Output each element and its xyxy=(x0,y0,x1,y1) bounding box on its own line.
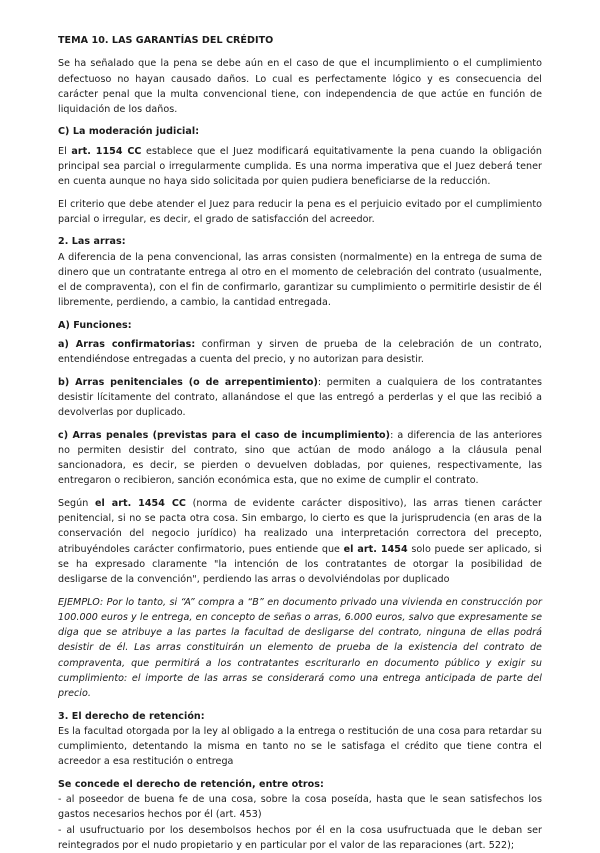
funciones-heading: A) Funciones: xyxy=(58,319,132,331)
concede-heading: Se concede el derecho de retención, entre otros: xyxy=(58,778,324,790)
article-reference: el art. 1454 CC xyxy=(94,497,186,509)
funcion-a-label: a) Arras confirmatorias: xyxy=(58,339,196,351)
article-reference: el art. 1454 xyxy=(343,543,408,555)
article-reference: art. 1154 CC xyxy=(71,145,142,157)
section-c-heading: C) La moderación judicial: xyxy=(58,126,200,138)
segun-paragraph xyxy=(58,496,542,588)
funcion-c-label: c) Arras penales (previstas para el caso de incumplimiento) xyxy=(58,429,391,441)
list-item: - al poseedor de buena fe de una cosa, sobre la cosa poseída, hasta que le sean satisfechos los gastos necesarios hechos por él (art. 453) xyxy=(58,794,542,821)
text-fragment: (norma de evidente carácter dispositivo), las arras tienen carácter penitencial, si no se pacta otra cosa. Sin embargo, lo cierto es que la jurisprudencia (en aras de la conservación del negocio jurídico) ha realizado una interpretación correctora del precepto, atribuyéndoles carácter confirmatorio, pues entiende que xyxy=(58,497,542,555)
section-c-paragraph-1 xyxy=(58,144,542,190)
text-fragment: : a diferencia de las anteriores no permiten desistir del contrato, sino que actúan de modo análogo a la cláusula penal sancionadora, es decir, se pierden o devuelven dobladas, por quienes, respectivamente, las entregaron o recibieron, sanción económica esta, que no exime de cumplir el contrato. xyxy=(58,429,543,487)
intro-paragraph: Se ha señalado que la pena se debe aún en el caso de que el incumplimiento o el cumplimiento defectuoso no hayan causado daños. Lo cual es perfectamente lógico y es consecuencia del carácter penal que la multa convencional tiene, con independencia de que actúe en función de liquidación de los daños. xyxy=(58,58,542,116)
document-title: TEMA 10. LAS GARANTÍAS DEL CRÉDITO xyxy=(58,35,274,46)
section-2-heading: 2. Las arras: xyxy=(58,236,126,248)
section-3-paragraph: Es la facultad otorgada por la ley al obligado a la entrega o restitución de una cosa para retardar su cumplimiento, detentando la misma en tanto no se le satisfaga el crédito que tiene contra el acreedor a esa restitución o entrega xyxy=(58,725,542,768)
section-2-paragraph: A diferencia de la pena convencional, las arras consisten (normalmente) en la entrega de suma de dinero que un contratante entrega al otro en el momento de celebración del contrato (usualmente, el de compraventa), con el fin de confirmarlo, garantizar su cumplimiento o permitirle desistir de él libremente, perdiendo, a cambio, la cantidad entregada. xyxy=(58,251,542,309)
text-fragment: establece que el Juez modificará equitativamente la pena cuando la obligación principal sea parcial o irregularmente cumplida. Es una norma imperativa que el Juez deberá tener en cuenta aunque no haya sido solicitada por quien pudiera beneficiarse de la reducción. xyxy=(58,145,543,188)
list-item: - al usufructuario por los desembolsos hechos por él en la cosa usufructuada que le deban ser reintegrados por el nudo propietario y en particular por el valor de las reparaciones (art. 522); xyxy=(58,824,542,851)
text-fragment: solo puede ser aplicado, si se ha expresado claramente "la intención de los contratantes de otorgar la posibilidad de desligarse de la convención", perdiendo las arras o devolviéndolas por duplicado xyxy=(58,543,542,586)
text-fragment: El xyxy=(58,145,72,157)
funcion-a-paragraph xyxy=(58,337,542,368)
funcion-b-paragraph xyxy=(58,375,542,421)
funcion-b-label: b) Arras penitenciales (o de arrepentimiento) xyxy=(58,376,318,388)
text-fragment: Según xyxy=(58,497,95,509)
section-3-heading: 3. El derecho de retención: xyxy=(58,710,205,722)
text-fragment: : permiten a cualquiera de los contratantes desistir lícitamente del contrato, allanándose el que las entregó a perderlas y el que las recibió a devolverlas por duplicado. xyxy=(58,376,542,419)
ejemplo-paragraph: EJEMPLO: Por lo tanto, si “A” compra a “B” en documento privado una vivienda en construcción por 100.000 euros y le entrega, en concepto de señas o arras, 6.000 euros, salvo que expresamente se diga que se atribuye a las partes la facultad de desligarse del contrato, ninguna de ellas podrá desistir de él. Las arras constituirán un elemento de prueba de la existencia del contrato de compraventa, que permitirá a los contratantes escriturarlo en documento público y exigir su cumplimiento: el importe de las arras se considerará como una entrega anticipada de parte del precio. xyxy=(58,596,542,700)
text-fragment: confirman y sirven de prueba de la celebración de un contrato, entendiéndose entregadas a cuenta del precio, y no autorizan para desistir. xyxy=(58,339,542,366)
funcion-c-paragraph xyxy=(58,428,542,489)
section-c-paragraph-2: El criterio que debe atender el Juez para reducir la pena es el perjuicio evitado por el cumplimiento parcial o irregular, es decir, el grado de satisfacción del acreedor. xyxy=(58,198,542,225)
document-page xyxy=(58,33,542,853)
